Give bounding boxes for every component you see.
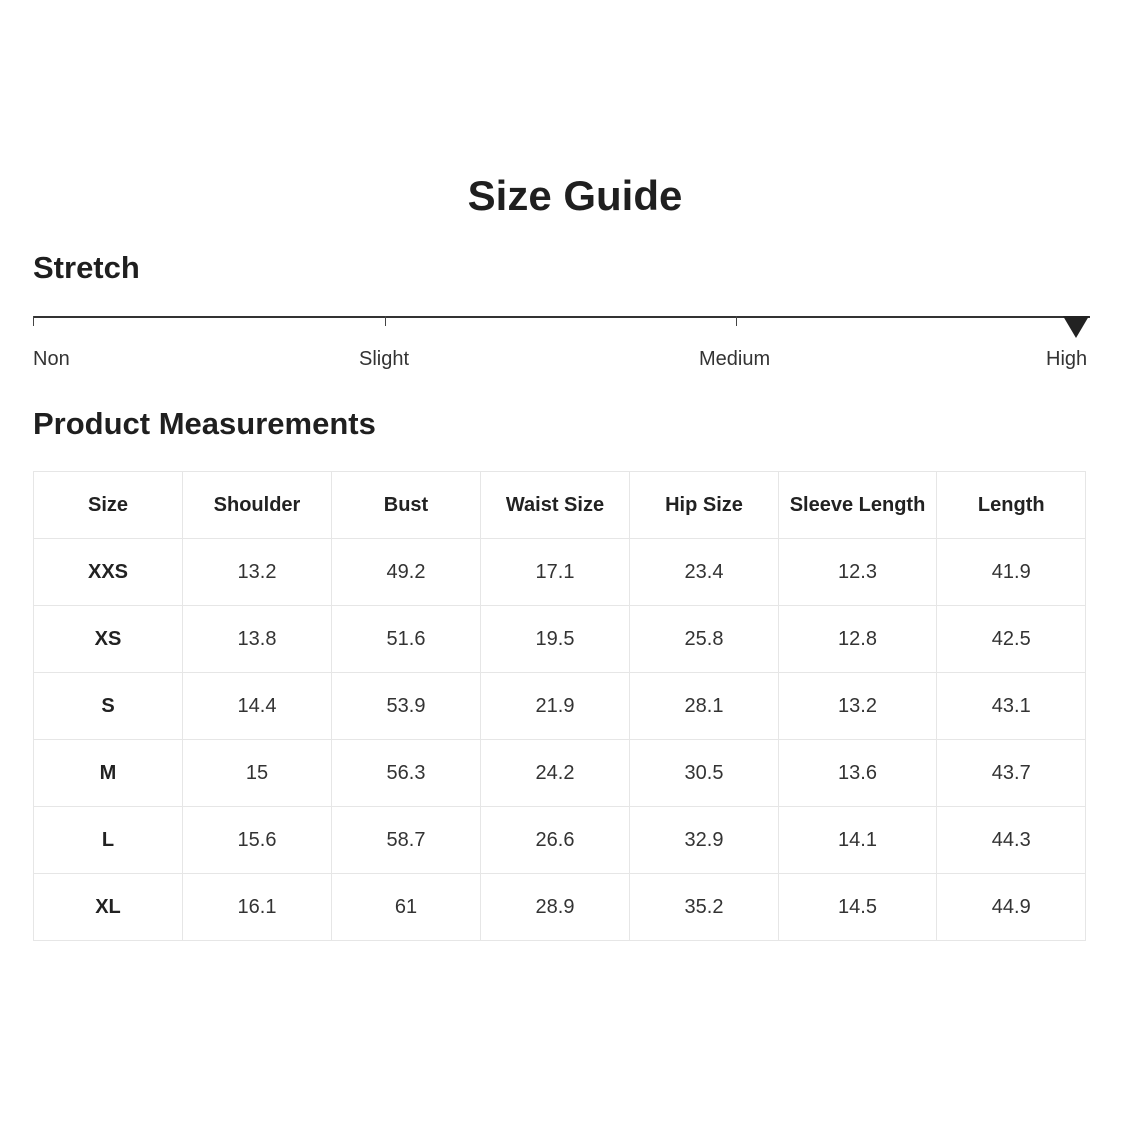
size-cell: M bbox=[34, 740, 183, 807]
hip-size-cell: 30.5 bbox=[630, 740, 779, 807]
size-cell: L bbox=[34, 807, 183, 874]
length-cell: 43.1 bbox=[937, 673, 1086, 740]
bust-cell: 53.9 bbox=[332, 673, 481, 740]
sleeve-length-cell: 13.2 bbox=[779, 673, 937, 740]
bust-cell: 58.7 bbox=[332, 807, 481, 874]
size-cell: XL bbox=[34, 874, 183, 941]
stretch-tick-slight bbox=[385, 316, 386, 326]
hip-size-cell: 35.2 bbox=[630, 874, 779, 941]
waist-size-cell: 28.9 bbox=[481, 874, 630, 941]
table-row bbox=[34, 606, 1086, 673]
waist-size-cell: 21.9 bbox=[481, 673, 630, 740]
column-header-sleeve-length: Sleeve Length bbox=[779, 472, 937, 539]
stretch-scale-line bbox=[33, 316, 1090, 318]
measurements-table bbox=[33, 471, 1086, 941]
bust-cell: 49.2 bbox=[332, 539, 481, 606]
table-row bbox=[34, 807, 1086, 874]
sleeve-length-cell: 12.3 bbox=[779, 539, 937, 606]
column-header-hip-size: Hip Size bbox=[630, 472, 779, 539]
hip-size-cell: 25.8 bbox=[630, 606, 779, 673]
shoulder-cell: 16.1 bbox=[183, 874, 332, 941]
hip-size-cell: 28.1 bbox=[630, 673, 779, 740]
stretch-label-medium: Medium bbox=[699, 348, 771, 370]
size-cell: XXS bbox=[34, 539, 183, 606]
table-row bbox=[34, 539, 1086, 606]
length-cell: 43.7 bbox=[937, 740, 1086, 807]
column-header-size: Size bbox=[34, 472, 183, 539]
length-cell: 44.3 bbox=[937, 807, 1086, 874]
stretch-label-slight: Slight bbox=[359, 348, 410, 370]
hip-size-cell: 23.4 bbox=[630, 539, 779, 606]
column-header-length: Length bbox=[937, 472, 1086, 539]
stretch-heading: Stretch bbox=[33, 250, 140, 285]
stretch-scale bbox=[33, 300, 1093, 380]
stretch-tick-non bbox=[33, 316, 34, 326]
length-cell: 44.9 bbox=[937, 874, 1086, 941]
sleeve-length-cell: 13.6 bbox=[779, 740, 937, 807]
bust-cell: 51.6 bbox=[332, 606, 481, 673]
length-cell: 41.9 bbox=[937, 539, 1086, 606]
column-header-shoulder: Shoulder bbox=[183, 472, 332, 539]
shoulder-cell: 13.8 bbox=[183, 606, 332, 673]
waist-size-cell: 26.6 bbox=[481, 807, 630, 874]
stretch-tick-medium bbox=[736, 316, 737, 326]
waist-size-cell: 19.5 bbox=[481, 606, 630, 673]
table-row bbox=[34, 874, 1086, 941]
stretch-label-non: Non bbox=[33, 348, 70, 370]
column-header-waist-size: Waist Size bbox=[481, 472, 630, 539]
bust-cell: 61 bbox=[332, 874, 481, 941]
waist-size-cell: 17.1 bbox=[481, 539, 630, 606]
shoulder-cell: 13.2 bbox=[183, 539, 332, 606]
sleeve-length-cell: 14.5 bbox=[779, 874, 937, 941]
page-title: Size Guide bbox=[467, 172, 683, 219]
bust-cell: 56.3 bbox=[332, 740, 481, 807]
shoulder-cell: 15.6 bbox=[183, 807, 332, 874]
column-header-bust: Bust bbox=[332, 472, 481, 539]
shoulder-cell: 14.4 bbox=[183, 673, 332, 740]
measurements-heading: Product Measurements bbox=[33, 406, 376, 441]
length-cell: 42.5 bbox=[937, 606, 1086, 673]
sleeve-length-cell: 14.1 bbox=[779, 807, 937, 874]
shoulder-cell: 15 bbox=[183, 740, 332, 807]
stretch-level-marker-icon bbox=[1063, 316, 1089, 338]
size-cell: S bbox=[34, 673, 183, 740]
size-cell: XS bbox=[34, 606, 183, 673]
stretch-label-high: High bbox=[1046, 348, 1088, 370]
table-right-edge-divider bbox=[1085, 471, 1086, 941]
table-row bbox=[34, 673, 1086, 740]
sleeve-length-cell: 12.8 bbox=[779, 606, 937, 673]
waist-size-cell: 24.2 bbox=[481, 740, 630, 807]
table-header-row bbox=[34, 472, 1086, 539]
table-row bbox=[34, 740, 1086, 807]
hip-size-cell: 32.9 bbox=[630, 807, 779, 874]
